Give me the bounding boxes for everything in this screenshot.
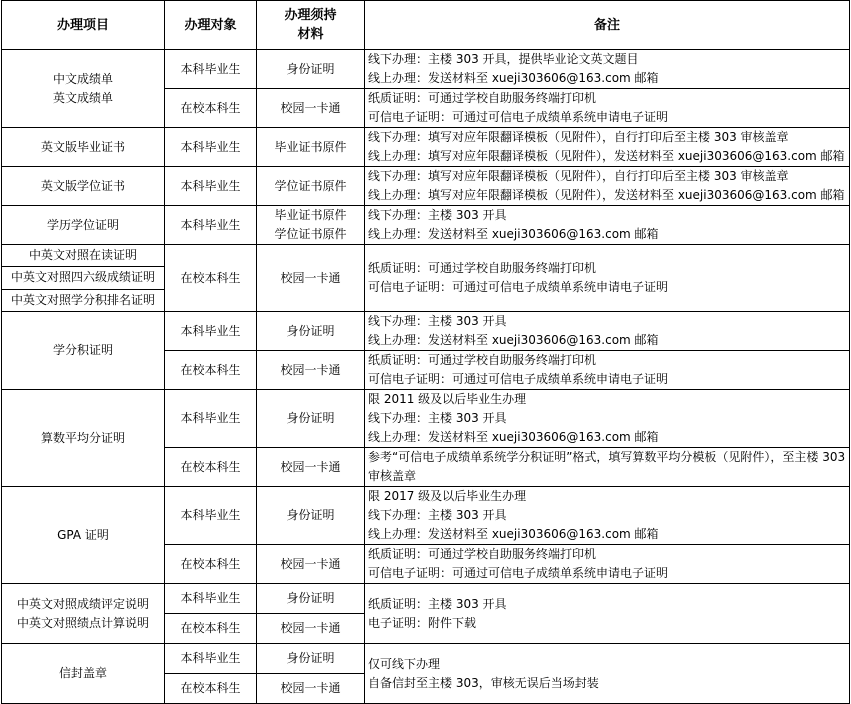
note-line: 可信电子证明：可通过可信电子成绩单系统申请电子证明 [368,280,669,294]
header-row [2,1,850,50]
item-label: 英文成绩单 [52,90,113,105]
item-cell: 学历学位证明 [2,206,165,245]
target-cell: 在校本科生 [165,89,257,128]
header-notes: 备注 [365,1,850,50]
note-line: 纸质证明：可通过学校自助服务终端打印机 [368,353,597,367]
material-cell: 身份证明 [257,312,365,351]
note-cell [365,487,850,545]
target-cell: 在校本科生 [165,448,257,487]
header-item: 办理项目 [2,1,165,50]
note-cell [365,584,850,644]
material-cell: 校园一卡通 [257,245,365,312]
note-cell [365,206,850,245]
note-line: 限 2017 级及以后毕业生办理 [368,489,527,503]
header-target: 办理对象 [165,1,257,50]
item-cell: 算数平均分证明 [2,390,165,487]
material-cell [257,206,365,245]
note-line: 线上办理：发送材料至 xueji303606@163.com 邮箱 [368,333,659,347]
target-cell: 本科毕业生 [165,167,257,206]
item-label: 中英文对照学分积排名证明 [2,289,164,311]
note-line: 纸质证明：主楼 303 开具 [368,596,507,611]
material-cell: 毕业证书原件 [257,128,365,167]
target-cell: 本科毕业生 [165,128,257,167]
note-line: 限 2011 级及以后毕业生办理 [368,392,527,406]
procedure-table [1,0,850,704]
item-cell [2,50,165,128]
table-row [2,167,850,206]
table-row [2,128,850,167]
note-line: 线上办理：发送材料至 xueji303606@163.com 邮箱 [368,430,659,444]
item-cell: GPA 证明 [2,487,165,584]
note-cell [365,128,850,167]
target-cell: 本科毕业生 [165,206,257,245]
target-cell: 本科毕业生 [165,50,257,89]
item-cell: 英文版毕业证书 [2,128,165,167]
target-cell: 在校本科生 [165,545,257,584]
table-row [2,50,850,89]
table-row [2,584,850,614]
target-cell: 在校本科生 [165,351,257,390]
target-cell: 本科毕业生 [165,312,257,351]
note-cell [365,312,850,351]
item-label: 中英文对照成绩评定说明 [16,596,149,611]
note-line: 线下办理：主楼 303 开具 [368,411,507,425]
note-line: 线下办理：填写对应年限翻译模板（见附件），自行打印后至主楼 303 审核盖章 [368,169,789,183]
material-cell: 校园一卡通 [257,545,365,584]
target-cell: 在校本科生 [165,614,257,644]
item-cell: 信封盖章 [2,644,165,704]
item-label: 中英文对照在读证明 [28,248,137,263]
material-cell: 校园一卡通 [257,674,365,704]
material-line: 学位证书原件 [274,227,347,241]
table-row [2,644,850,674]
note-line: 线下办理：主楼 303 开具 [368,314,507,328]
item-label: 中英文对照绩点计算说明 [16,615,149,630]
note-line: 纸质证明：可通过学校自助服务终端打印机 [368,261,597,275]
target-cell: 在校本科生 [165,245,257,312]
note-line: 线下办理：主楼 303 开具 [368,208,507,222]
note-line: 线上办理：填写对应年限翻译模板（见附件），发送材料至 xueji303606@163.com 邮箱 [368,188,845,202]
note-cell [365,390,850,448]
material-cell: 身份证明 [257,644,365,674]
note-line: 仅可线下办理 [368,656,441,671]
table-row [2,206,850,245]
note-line: 可信电子证明：可通过可信电子成绩单系统申请电子证明 [368,110,669,124]
material-cell: 身份证明 [257,584,365,614]
target-cell: 本科毕业生 [165,390,257,448]
note-line: 纸质证明：可通过学校自助服务终端打印机 [368,91,597,105]
target-cell: 本科毕业生 [165,487,257,545]
note-line: 线下办理：主楼 303 开具，提供毕业论文英文题目 [368,52,639,66]
note-cell [365,245,850,312]
note-line: 纸质证明：可通过学校自助服务终端打印机 [368,547,597,561]
note-cell [365,50,850,89]
material-cell: 身份证明 [257,487,365,545]
note-cell [365,89,850,128]
note-line: 线下办理：主楼 303 开具 [368,508,507,522]
note-line: 线上办理：发送材料至 xueji303606@163.com 邮箱 [368,71,659,85]
table-row [2,487,850,545]
note-cell [365,167,850,206]
material-cell: 校园一卡通 [257,614,365,644]
note-line: 线上办理：填写对应年限翻译模板（见附件），发送材料至 xueji303606@163.com 邮箱 [368,149,845,163]
item-label: 中文成绩单 [52,71,113,86]
material-cell: 身份证明 [257,50,365,89]
material-cell: 学位证书原件 [257,167,365,206]
item-cell [2,584,165,644]
item-cell: 英文版学位证书 [2,167,165,206]
target-cell: 在校本科生 [165,674,257,704]
note-line: 线上办理：发送材料至 xueji303606@163.com 邮箱 [368,527,659,541]
target-cell: 本科毕业生 [165,644,257,674]
header-materials-line1: 办理须持 [284,8,337,23]
note-line: 线下办理：填写对应年限翻译模板（见附件），自行打印后至主楼 303 审核盖章 [368,130,789,144]
material-cell: 校园一卡通 [257,448,365,487]
note-line: 可信电子证明：可通过可信电子成绩单系统申请电子证明 [368,566,669,580]
note-line: 自备信封至主楼 303，审核无误后当场封装 [368,675,599,690]
note-cell [365,351,850,390]
item-cell: 学分积证明 [2,312,165,390]
note-cell [365,448,850,487]
note-line: 线上办理：发送材料至 xueji303606@163.com 邮箱 [368,227,659,241]
note-line: 可信电子证明：可通过可信电子成绩单系统申请电子证明 [368,372,669,386]
material-cell: 校园一卡通 [257,89,365,128]
note-cell [365,545,850,584]
table-row [2,312,850,351]
material-cell: 身份证明 [257,390,365,448]
note-line: 参考“可信电子成绩单系统学分积证明”格式，填写算数平均分模板（见附件），至主楼 303 审核盖章 [368,450,846,483]
header-materials-line2: 材料 [297,27,324,42]
table-row [2,390,850,448]
note-line: 电子证明：附件下载 [368,615,477,630]
note-cell [365,644,850,704]
material-line: 毕业证书原件 [274,208,347,222]
target-cell: 本科毕业生 [165,584,257,614]
material-cell: 校园一卡通 [257,351,365,390]
item-label: 中英文对照四六级成绩证明 [2,266,164,288]
item-cell [2,245,165,312]
header-materials [257,1,365,50]
table-row [2,245,850,312]
